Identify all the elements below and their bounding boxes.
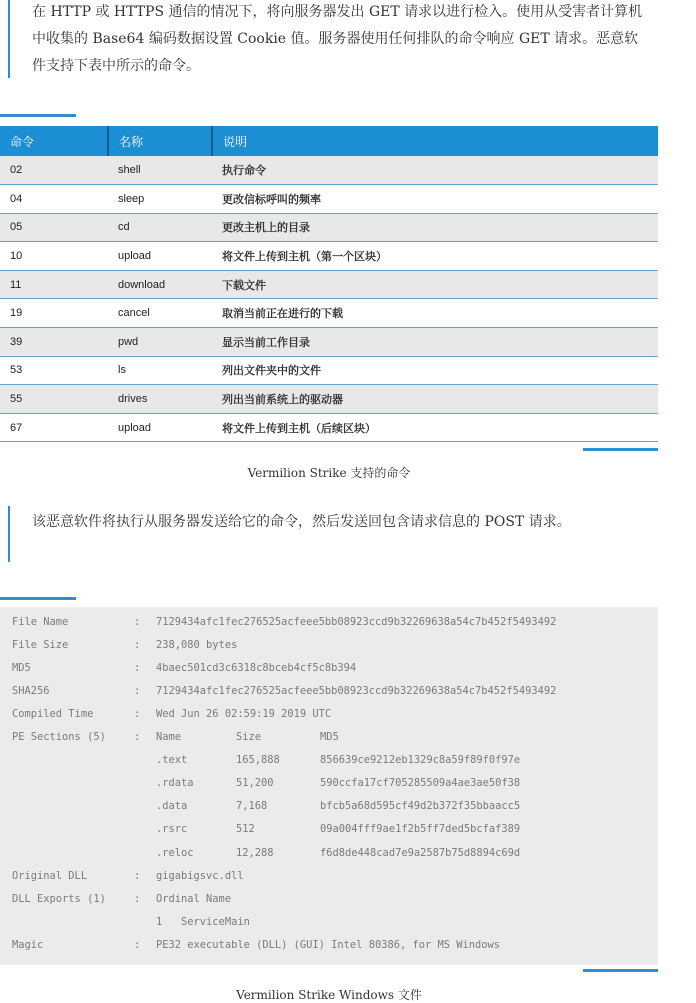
- caption-accent-line: [583, 448, 658, 451]
- command-description: 显示当前工作目录: [212, 328, 658, 357]
- exports-header: Ordinal Name: [156, 893, 232, 905]
- command-code: 11: [0, 270, 108, 299]
- field-label: File Size: [12, 639, 69, 651]
- command-name: pwd: [108, 328, 212, 357]
- command-description: 列出文件夹中的文件: [212, 356, 658, 385]
- command-description: 将文件上传到主机（第一个区块）: [212, 242, 658, 271]
- command-name: upload: [108, 413, 212, 442]
- section-row: [0, 777, 658, 793]
- command-code: 39: [0, 328, 108, 357]
- header-description: 说明: [212, 126, 658, 156]
- colon: :: [134, 893, 141, 905]
- section-name: .data: [156, 800, 188, 812]
- compiled-time-row: [0, 708, 658, 724]
- field-value: Wed Jun 26 02:59:19 2019 UTC: [156, 708, 332, 720]
- magic-row: [0, 939, 658, 955]
- section-size: 12,288: [236, 847, 274, 859]
- file-size-row: [0, 639, 658, 655]
- section-row: [0, 823, 658, 839]
- export-entry: 1 ServiceMain: [156, 916, 250, 928]
- code-accent-line: [0, 597, 76, 600]
- field-label: SHA256: [12, 685, 50, 697]
- colon: :: [134, 662, 141, 674]
- section-size: 51,200: [236, 777, 274, 789]
- sha256-row: [0, 685, 658, 701]
- command-code: 05: [0, 213, 108, 242]
- field-label: File Name: [12, 616, 69, 628]
- section-size: 165,888: [236, 754, 280, 766]
- section-row: [0, 847, 658, 863]
- table-row: [0, 299, 658, 328]
- colon: :: [134, 685, 141, 697]
- section-header-md5: MD5: [320, 731, 339, 743]
- section-name: .reloc: [156, 847, 194, 859]
- command-description: 列出当前系统上的驱动器: [212, 385, 658, 414]
- field-value: 4baec501cd3c6318c8bceb4cf5c8b394: [156, 662, 357, 674]
- command-code: 67: [0, 413, 108, 442]
- field-label: Magic: [12, 939, 44, 951]
- command-description: 取消当前正在进行的下载: [212, 299, 658, 328]
- original-dll-row: [0, 870, 658, 886]
- field-value: PE32 executable (DLL) (GUI) Intel 80386, for MS Windows: [156, 939, 501, 951]
- intro-blockquote: [8, 0, 652, 78]
- colon: :: [134, 939, 141, 951]
- field-value: 7129434afc1fec276525acfeee5bb08923ccd9b32269638a54c7b452f5493492: [156, 685, 557, 697]
- command-name: sleep: [108, 185, 212, 214]
- table-row: [0, 328, 658, 357]
- dll-exports-row: [0, 893, 658, 909]
- field-value: 238,080 bytes: [156, 639, 238, 651]
- export-entry-row: [0, 916, 658, 932]
- file-info-block: [0, 607, 658, 965]
- header-name: 名称: [108, 126, 212, 156]
- table-row: [0, 185, 658, 214]
- colon: :: [134, 708, 141, 720]
- table-row: [0, 242, 658, 271]
- command-name: cd: [108, 213, 212, 242]
- colon: :: [134, 731, 141, 743]
- table-caption: Vermilion Strike 支持的命令: [247, 466, 411, 480]
- table-row: [0, 156, 658, 185]
- section-size: 512: [236, 823, 255, 835]
- table-row: [0, 270, 658, 299]
- command-code: 55: [0, 385, 108, 414]
- section-md5: 590ccfa17cf705285509a4ae3ae50f38: [320, 777, 521, 789]
- command-name: ls: [108, 356, 212, 385]
- header-command: 命令: [0, 126, 108, 156]
- md5-row: [0, 662, 658, 678]
- section-md5: f6d8de448cad7e9a2587b75d8894c69d: [320, 847, 521, 859]
- section-name: .text: [156, 754, 188, 766]
- command-code: 10: [0, 242, 108, 271]
- command-name: cancel: [108, 299, 212, 328]
- table-row: [0, 213, 658, 242]
- table-row: [0, 413, 658, 442]
- section-md5: 856639ce9212eb1329c8a59f89f0f97e: [320, 754, 521, 766]
- command-description: 更改主机上的目录: [212, 213, 658, 242]
- file-name-row: [0, 616, 658, 632]
- field-label: PE Sections (5): [12, 731, 106, 743]
- section-name: .rdata: [156, 777, 194, 789]
- command-name: shell: [108, 156, 212, 185]
- field-label: Original DLL: [12, 870, 88, 882]
- field-value: 7129434afc1fec276525acfeee5bb08923ccd9b32269638a54c7b452f5493492: [156, 616, 557, 628]
- intro-paragraph: 在 HTTP 或 HTTPS 通信的情况下，将向服务器发出 GET 请求以进行检入。使用从受害者计算机中收集的 Base64 编码数据设置 Cookie 值。服务器使用任何排队的命令响应 GET 请求。恶意软件支持下表中所示的命令。: [32, 4, 643, 74]
- command-code: 04: [0, 185, 108, 214]
- table-header-row: [0, 126, 658, 156]
- section-header-size: Size: [236, 731, 262, 743]
- command-code: 02: [0, 156, 108, 185]
- command-name: upload: [108, 242, 212, 271]
- section-md5: 09a004fff9ae1f2b5ff7ded5bcfaf389: [320, 823, 521, 835]
- field-label: DLL Exports (1): [12, 893, 106, 905]
- table-row: [0, 385, 658, 414]
- second-paragraph: 该恶意软件将执行从服务器发送给它的命令，然后发送回包含请求信息的 POST 请求。: [32, 514, 571, 530]
- section-name: .rsrc: [156, 823, 188, 835]
- colon: :: [134, 639, 141, 651]
- command-table: [0, 126, 658, 442]
- command-description: 更改信标呼叫的频率: [212, 185, 658, 214]
- pe-sections-row: [0, 731, 658, 747]
- command-code: 53: [0, 356, 108, 385]
- file-caption: Vermilion Strike Windows 文件: [236, 988, 422, 1002]
- colon: :: [134, 616, 141, 628]
- table-accent-line: [0, 114, 76, 117]
- command-description: 将文件上传到主机（后续区块）: [212, 413, 658, 442]
- field-value: gigabigsvc.dll: [156, 870, 244, 882]
- command-name: download: [108, 270, 212, 299]
- command-code: 19: [0, 299, 108, 328]
- command-description: 执行命令: [212, 156, 658, 185]
- caption-accent-line: [583, 969, 658, 972]
- section-row: [0, 800, 658, 816]
- section-size: 7,168: [236, 800, 268, 812]
- section-md5: bfcb5a68d595cf49d2b372f35bbaacc5: [320, 800, 521, 812]
- section-header-name: Name: [156, 731, 182, 743]
- field-label: MD5: [12, 662, 31, 674]
- field-label: Compiled Time: [12, 708, 94, 720]
- second-blockquote: [8, 506, 652, 562]
- table-row: [0, 356, 658, 385]
- command-description: 下载文件: [212, 270, 658, 299]
- section-row: [0, 754, 658, 770]
- colon: :: [134, 870, 141, 882]
- command-name: drives: [108, 385, 212, 414]
